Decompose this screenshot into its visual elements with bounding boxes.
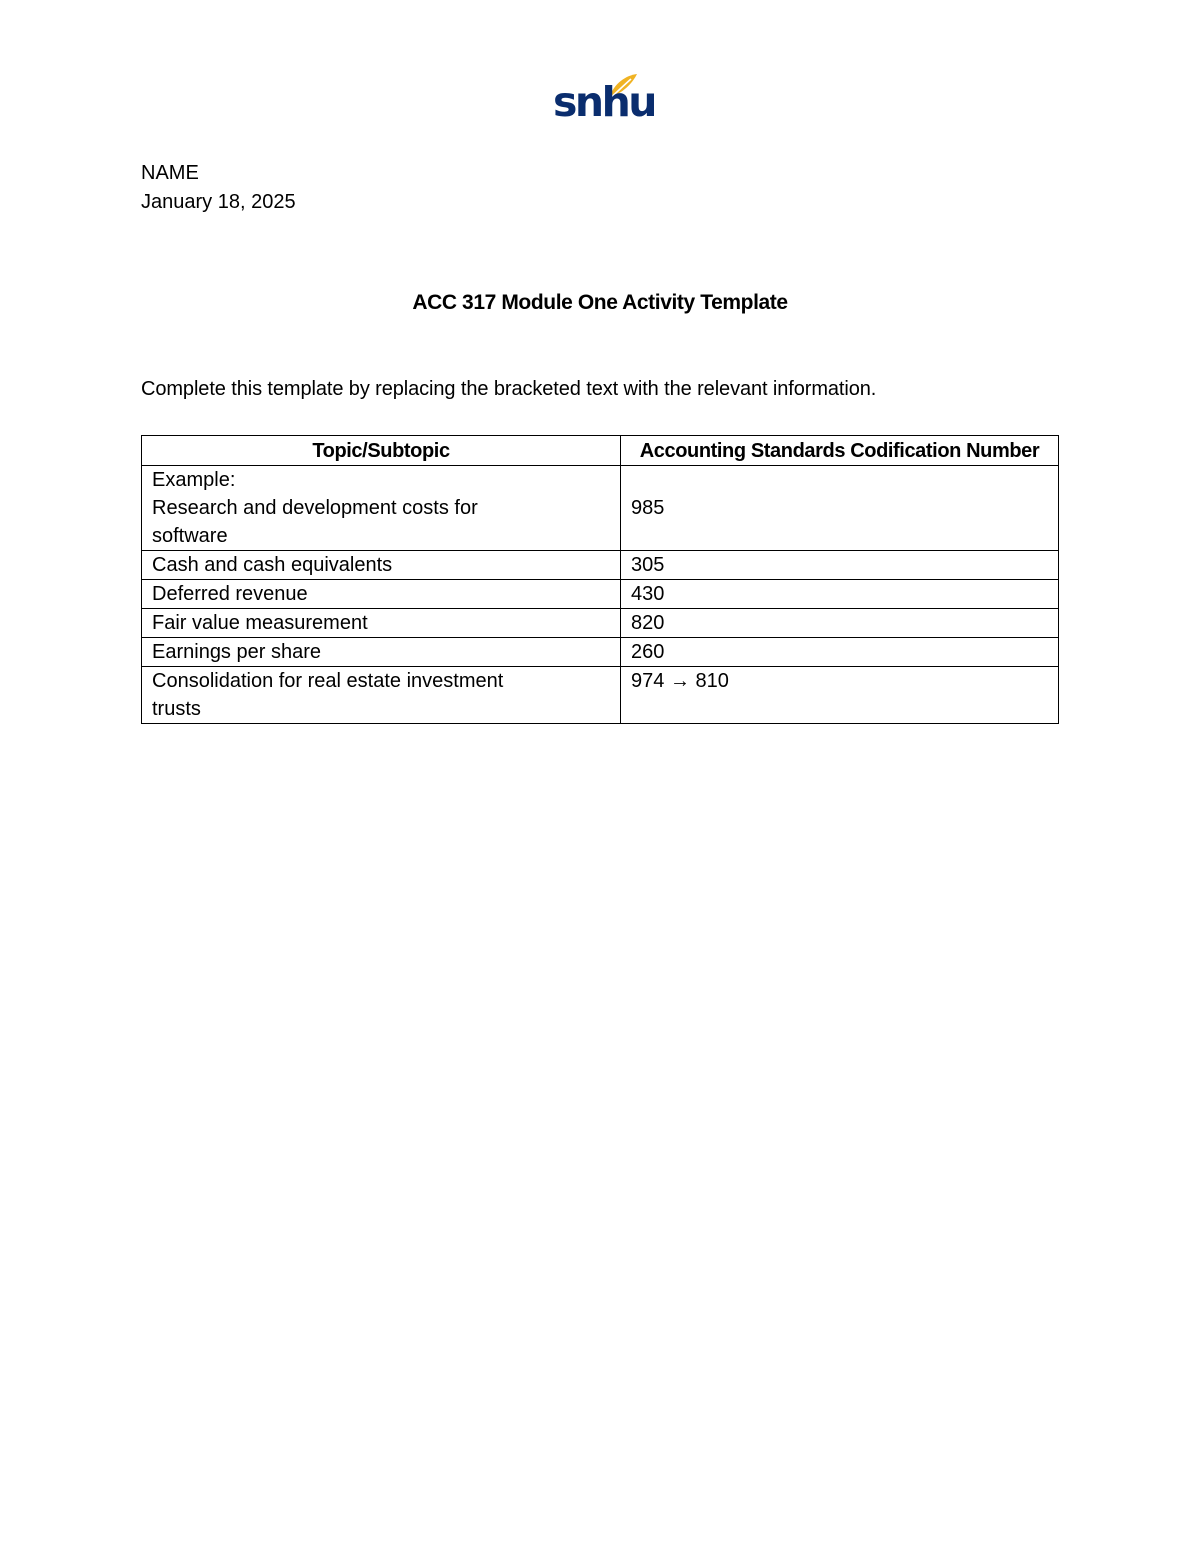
topic-cell: Earnings per share [142,638,621,667]
code-to: 810 [695,670,729,692]
instructions-text: Complete this template by replacing the bracketed text with the relevant information. [141,378,877,400]
submission-date: January 18, 2025 [141,191,296,213]
code-cell: 430 [621,580,1059,609]
header-topic: Topic/Subtopic [142,436,621,466]
last-topic-line1: Consolidation for real estate investment [152,670,504,692]
example-topic-cell [142,466,621,551]
example-label: Example: [152,469,236,491]
table-row [142,551,1059,580]
student-name: NAME [141,162,199,184]
example-topic-line1: Research and development costs for [152,497,478,519]
asc-table [141,435,1059,724]
page-title: ACC 317 Module One Activity Template [412,291,788,314]
header-asc-number: Accounting Standards Codification Number [621,436,1059,466]
arrow-right-icon: → [669,670,690,692]
last-topic-line2: trusts [152,698,201,720]
table-header-row [142,436,1059,466]
topic-cell: Deferred revenue [142,580,621,609]
topic-cell: Fair value measurement [142,609,621,638]
example-code-cell: 985 [621,466,1059,551]
table-row [142,638,1059,667]
last-code-cell [621,667,1059,724]
last-topic-cell [142,667,621,724]
logo-wordmark: snhu [553,78,655,126]
table-row [142,580,1059,609]
code-cell: 260 [621,638,1059,667]
code-cell: 305 [621,551,1059,580]
table-row [142,609,1059,638]
snhu-logo [553,72,655,134]
code-from: 974 [631,670,665,692]
example-topic-line2: software [152,525,228,547]
table-row-example [142,466,1059,551]
topic-cell: Cash and cash equivalents [142,551,621,580]
code-cell: 820 [621,609,1059,638]
student-meta [141,159,296,217]
table-row-last [142,667,1059,724]
